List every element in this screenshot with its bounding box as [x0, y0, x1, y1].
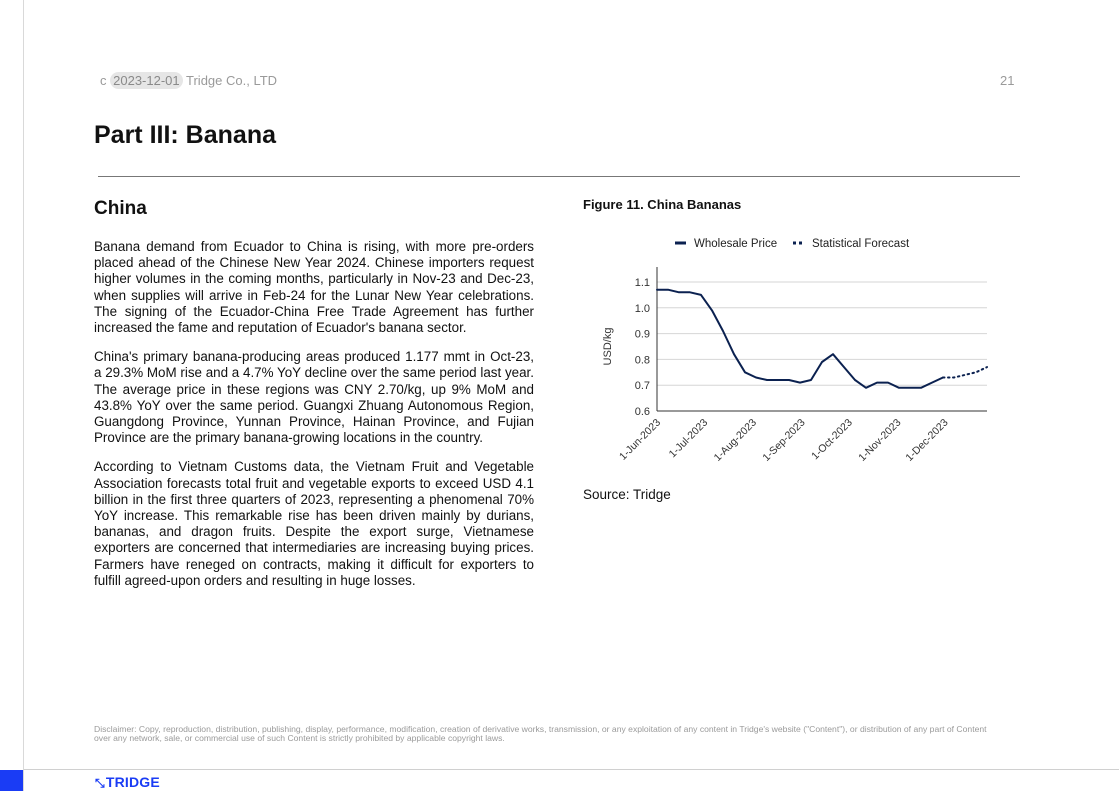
left-margin-rule [23, 0, 24, 791]
wholesale-price-series-line [657, 290, 943, 388]
title-divider [98, 176, 1020, 177]
x-tick-label: 1-Oct-2023 [809, 416, 855, 463]
page-number: 21 [1000, 73, 1015, 88]
x-tick-label: 1-Aug-2023 [711, 416, 759, 464]
section-title: China [94, 198, 147, 219]
footer-accent-block [0, 770, 23, 791]
tridge-logo [95, 774, 160, 791]
paragraph: China's primary banana-producing areas produced 1.177 mmt in Oct-23, a 29.3% MoM rise and a 4.7% YoY decline over the same period last year. The average price in these regions was CNY 2.70/kg, up 9% MoM and 43.8% YoY over the same period. Guangxi Zhuang Autonomous Region, Guangdong Province, Yunnan Province, Hainan Province, and Fujian Province are the primary banana-growing locations in the country. [94, 349, 534, 446]
x-tick-label: 1-Dec-2023 [903, 416, 951, 464]
figure-source: Source: Tridge [583, 487, 671, 502]
x-tick-label: 1-Sep-2023 [760, 416, 808, 464]
forecast-series-line [943, 367, 987, 377]
line-chart [590, 225, 1000, 475]
page-header [100, 73, 277, 88]
x-tick-label: 1-Nov-2023 [856, 416, 904, 464]
header-date: 2023-12-01 [110, 72, 183, 89]
y-tick-label: 1.0 [634, 302, 650, 315]
y-tick-label: 0.7 [634, 380, 650, 393]
paragraph: Banana demand from Ecuador to China is rising, with more pre-orders placed ahead of the Chinese New Year 2024. Chinese importers request higher volumes in the coming months, particularly in Nov-23 and Dec-23, when supplies will arrive in Feb-24 for the Lunar New Year celebrations. The signing of the Ecuador-China Free Trade Agreement has further increased the fame and reputation of Ecuador's banana sector. [94, 239, 534, 336]
header-company: Tridge Co., LTD [186, 73, 278, 88]
part-title: Part III: Banana [94, 121, 276, 149]
y-tick-label: 0.9 [634, 328, 650, 341]
logo-text: TRIDGE [105, 774, 160, 790]
y-tick-label: 1.1 [634, 277, 650, 289]
body-text [94, 239, 534, 602]
legend-label-forecast: Statistical Forecast [812, 238, 910, 250]
figure-title: Figure 11. China Bananas [583, 197, 742, 212]
x-tick-label: 1-Jun-2023 [617, 416, 664, 463]
y-tick-label: 0.8 [634, 354, 650, 367]
disclaimer: Disclaimer: Copy, reproduction, distribution, publishing, display, performance, modification, creation of derivative works, transmission, or any exploitation of any content in Tridge's website ("Content"), or distribution of any part of Content over any network, sale, or commercial use of such Content is strictly prohibited by applicable copyright laws. [94, 724, 987, 743]
x-tick-label: 1-Jul-2023 [666, 416, 711, 461]
y-tick-label: 0.6 [634, 406, 650, 418]
y-axis-title: USD/kg [602, 327, 614, 366]
legend-label-wholesale: Wholesale Price [694, 238, 778, 250]
footer-divider [24, 769, 1119, 770]
logo-mark-icon: ⤡ [95, 776, 105, 790]
paragraph: According to Vietnam Customs data, the Vietnam Fruit and Vegetable Association forecasts total fruit and vegetable exports to exceed USD 4.1 billion in the first three quarters of 2023, representing a phenomenal 70% YoY increase. This remarkable rise has been driven mainly by durians, bananas, and dragon fruits. Despite the export surge, Vietnamese exporters are concerned that intermediaries are increasing buying prices. Farmers have reneged on contracts, making it difficult for exporters to fulfill agreed-upon orders and resulting in huge losses. [94, 459, 534, 588]
copyright-symbol: c [100, 73, 107, 88]
